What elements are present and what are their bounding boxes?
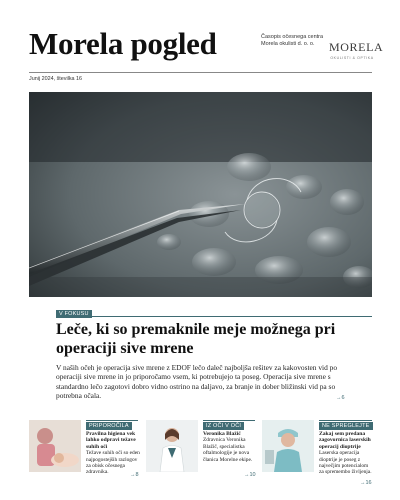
column-page-ref-2[interactable]: →10 — [244, 472, 256, 478]
column-body-2: Zdravnica Veronika Blažič, specialistka oftalmologije je nova članica Morelne ekipe. — [203, 437, 253, 463]
masthead — [29, 26, 384, 68]
feature-tag: V FOKUSU — [56, 310, 92, 318]
feature-rule — [56, 316, 372, 317]
feature-headline[interactable]: Leče, ki so premaknile meje možnega pri operaciji sive mrene — [56, 321, 336, 357]
feature-lead: V naših očeh je operacija sive mrene z EDOF lečo daleč najboljša rešitev za kakovosten vid po operaciji sive mrene in jo priporočamo vsem, ki potrebujejo ta poseg. Operacija sive mrene s standardno lečo zagotovi dobro vidno ostrino na daljavo, za branje in dober bližinski vid pa so potrebna očala. — [56, 363, 338, 400]
column-text-1 — [86, 431, 140, 476]
column-page-ref-3[interactable]: →16 — [360, 480, 372, 486]
column-rule-1 — [86, 420, 138, 421]
morela-logo — [329, 40, 384, 60]
column-photo-doctor — [146, 420, 198, 472]
column-title-3[interactable]: Zakaj sem predana zagovornica laserskih operacij dioptrije — [319, 431, 371, 450]
column-rule-2 — [203, 420, 255, 421]
column-photo-surgeon — [262, 420, 314, 472]
logo-tagline: OKULISTI & OPTIKA — [330, 56, 374, 60]
logo-wordmark: MORELA — [329, 40, 384, 54]
column-tag-1: PRIPOROČILA — [86, 422, 132, 430]
column-title-2[interactable]: Veronika Blažič — [203, 431, 241, 437]
column-body-3: Laserska operacija dioptrije je poseg z največjim potencialom za spremembo življenja. — [319, 450, 372, 476]
hero-photo — [29, 92, 372, 297]
column-photo-hygiene — [29, 420, 81, 472]
magazine-title: Morela pogled — [29, 26, 217, 61]
column-text-3 — [319, 431, 372, 476]
column-text-2 — [203, 431, 257, 463]
column-title-1[interactable]: Pravilna higiena vek lahko odpravi težave suhih oči — [86, 431, 136, 450]
column-tag-3: NE SPREGLEJTE — [319, 422, 373, 430]
column-body-1: Težave suhih oči so eden najpogostejših razlogov za obisk očesnega zdravnika. — [86, 450, 140, 476]
column-page-ref-1[interactable]: →8 — [130, 472, 139, 478]
magazine-description: Časopis očesnega centra Morela okulisti d. o. o. — [261, 34, 324, 47]
column-tag-2: IZ OČI V OČI — [203, 422, 244, 430]
issue-info: Junij 2024, številka 16 — [29, 72, 372, 82]
feature-page-ref[interactable]: →6 — [336, 395, 345, 401]
column-rule-3 — [319, 420, 372, 421]
